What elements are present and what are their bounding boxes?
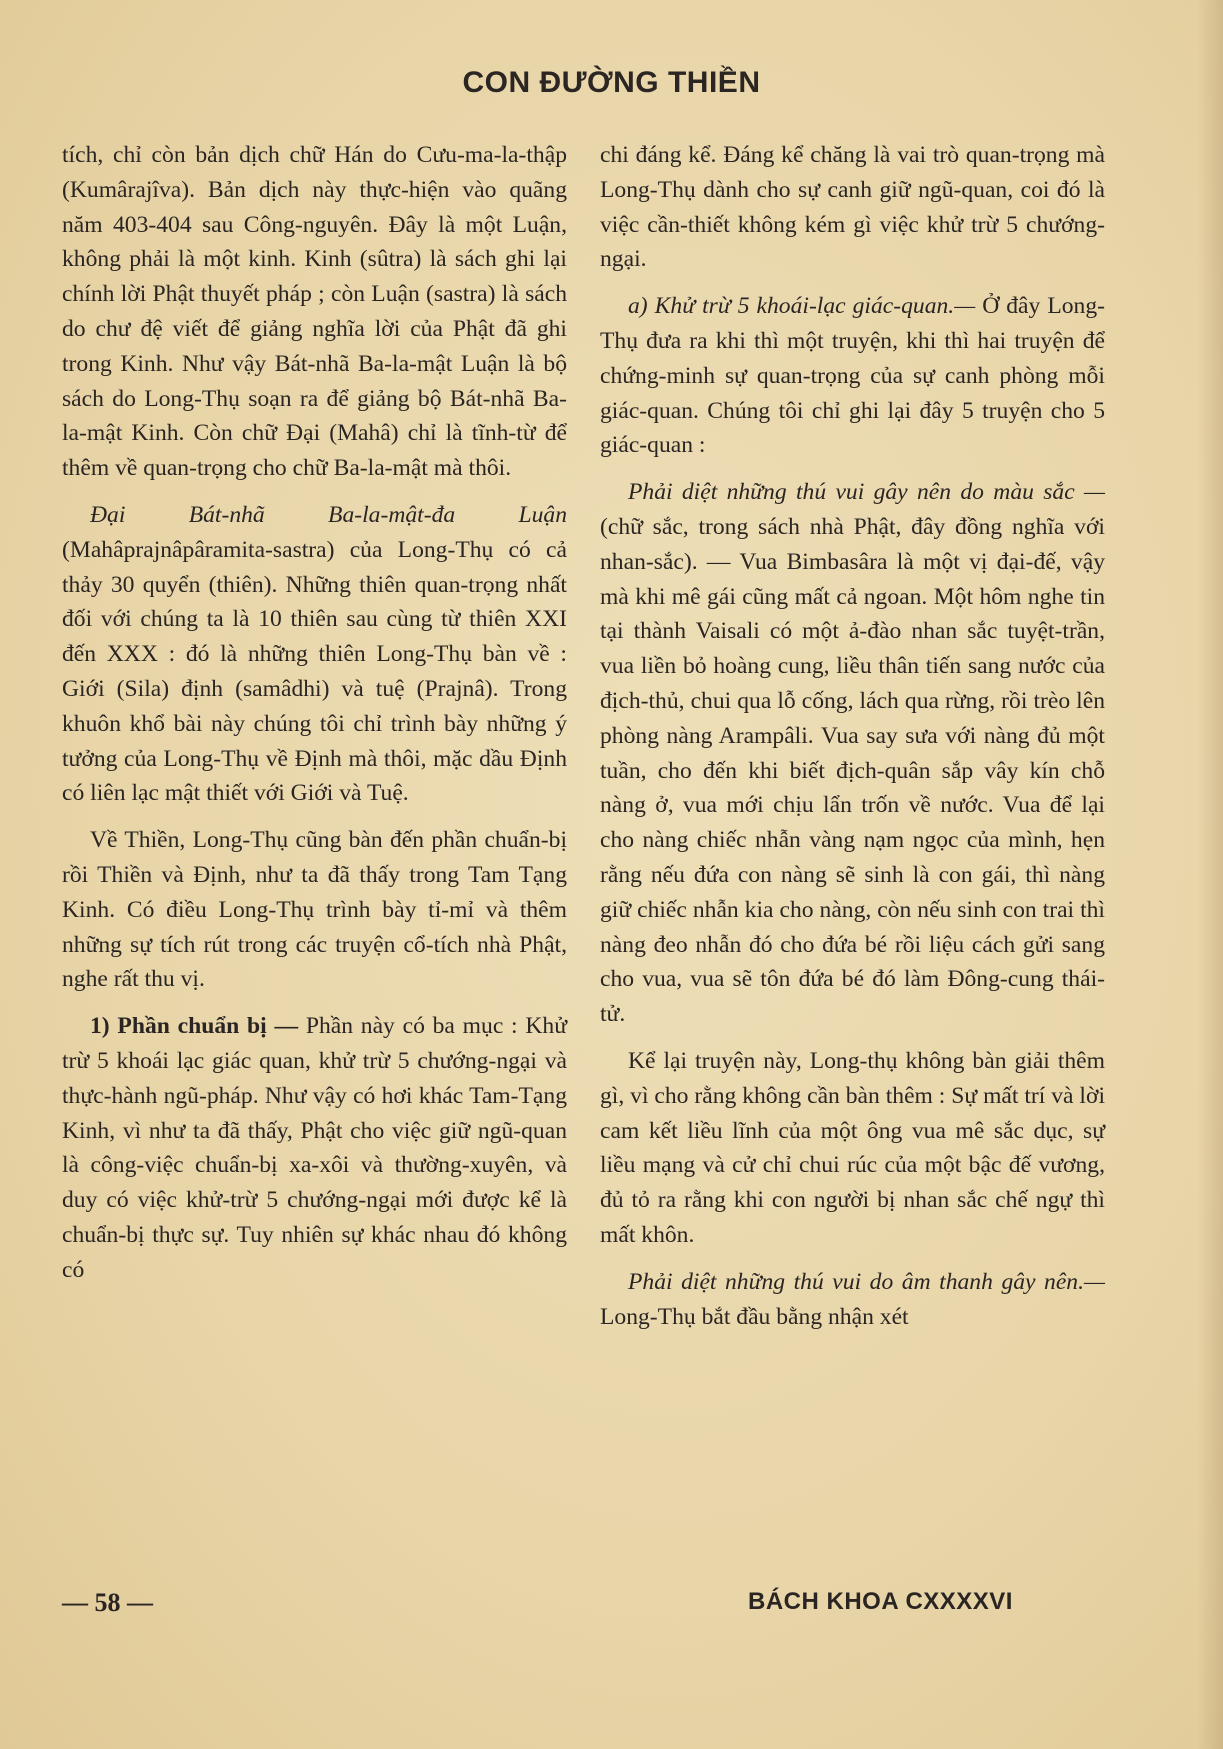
publication-name: BÁCH KHOA CXXXXVI bbox=[748, 1588, 1013, 1615]
paragraph: chi đáng kể. Đáng kể chăng là vai trò quan-trọng mà Long-Thụ dành cho sự canh giữ ngũ-quan, coi đó là việc cần-thiết không kém gì việc khử trừ 5 chướng-ngại. bbox=[600, 142, 1105, 273]
subsection-heading: Phải diệt những thú vui do âm thanh gây nên.— bbox=[628, 1268, 1105, 1295]
paragraph: tích, chỉ còn bản dịch chữ Hán do Cưu-ma-la-thập (Kumârajîva). Bản dịch này thực-hiện vào quãng năm 403-404 sau Công-nguyên. Đây là một Luận, không phải là một kinh. Kinh (sûtra) là sách ghi lại chính lời Phật thuyết pháp ; còn Luận (sastra) là sách do chư đệ viết để giảng nghĩa lời của Phật đã ghi trong Kinh. Như vậy Bát-nhã Ba-la-mật Luận là bộ sách do Long-Thụ soạn ra để giảng bộ Bát-nhã Ba-la-mật Kinh. Còn chữ Đại (Mahâ) chỉ là tĩnh-từ để thêm về quan-trọng cho chữ Ba-la-mật mà thôi. bbox=[62, 142, 567, 482]
page-edge-shadow bbox=[1197, 0, 1223, 1749]
right-column bbox=[600, 138, 1105, 1346]
paragraph bbox=[600, 475, 1105, 1032]
paragraph bbox=[62, 498, 567, 811]
paragraph-text: (Mahâprajnâpâramita-sastra) của Long-Thụ có cả thảy 30 quyển (thiên). Những thiên quan-trọng nhất đối với chúng ta là 10 thiên sau cùng từ thiên XXI đến XXX : đó là những thiên Long-Thụ bàn về : Giới (Sila) định (samâdhi) và tuệ (Prajnâ). Trong khuôn khổ bài này chúng tôi chỉ trình bày những ý tưởng của Long-Thụ về Định mà thôi, mặc dầu Định có liên lạc mật thiết với Giới và Tuệ. bbox=[62, 536, 567, 807]
paragraph bbox=[62, 1009, 567, 1287]
paragraph bbox=[600, 289, 1105, 463]
paragraph-text: (chữ sắc, trong sách nhà Phật, đây đồng nghĩa với nhan-sắc). — Vua Bimbasâra là một vị đại-đế, vậy mà khi mê gái cũng mất cả ngoan. Một hôm nghe tin tại thành Vaisali có một ả-đào nhan sắc tuyệt-trần, vua liền bỏ hoàng cung, liều thân tiến sang nước của địch-thủ, chui qua lỗ cống, lách qua rừng, rồi trèo lên phòng nàng Arampâli. Vua say sưa với nàng đủ một tuần, cho đến khi biết địch-quân sắp vây kín chỗ nàng ở, vua mới chịu lẩn trốn về nước. Vua để lại cho nàng chiếc nhẫn vàng nạm ngọc của mình, hẹn rằng nếu đứa con nàng sẽ sinh là con gái, thì nàng giữ chiếc nhẫn kia cho nàng, còn nếu sinh con trai thì nàng đeo nhẫn đó cho đứa bé rồi liệu cách gửi sang cho vua, vua sẽ tôn đứa bé đó làm Đông-cung thái-tử. bbox=[600, 513, 1105, 1028]
page-number: — 58 — bbox=[62, 1588, 153, 1617]
paragraph: Kể lại truyện này, Long-thụ không bàn giải thêm gì, vì cho rằng không cần bàn thêm : Sự mất trí và lời cam kết liều lĩnh của một ông vua mê sắc dục, sự liều mạng và cử chỉ chui rúc của một bậc đế vương, đủ tỏ ra rằng khi con người bị nhan sắc chế ngự thì mất khôn. bbox=[600, 1047, 1105, 1248]
paragraph-text: Ở đây Long-Thụ đưa ra khi thì một truyện, khi thì hai truyện để chứng-minh sự quan-trọng của sự canh phòng mỗi giác-quan. Chúng tôi chỉ ghi lại đây 5 truyện cho 5 giác-quan : bbox=[600, 293, 1105, 459]
subsection-heading: Phải diệt những thú vui gây nên do màu sắc — bbox=[628, 479, 1105, 506]
paragraph-text: Long-Thụ bắt đầu bằng nhận xét bbox=[600, 1303, 909, 1330]
section-heading: 1) Phần chuẩn bị — bbox=[90, 1013, 299, 1040]
paragraph bbox=[600, 1265, 1105, 1335]
page-title: CON ĐƯỜNG THIỀN bbox=[462, 66, 761, 99]
book-title: Đại Bát-nhã Ba-la-mật-đa Luận bbox=[90, 501, 567, 528]
paragraph: Về Thiền, Long-Thụ cũng bàn đến phần chuẩn-bị rồi Thiền và Định, như ta đã thấy trong Tam Tạng Kinh. Có điều Long-Thụ trình bày tỉ-mỉ và thêm những sự tích rút trong các truyện cổ-tích nhà Phật, nghe rất thu vị. bbox=[62, 827, 567, 993]
paragraph-text: Phần này có ba mục : Khử trừ 5 khoái lạc giác quan, khử trừ 5 chướng-ngại và thực-hành ngũ-pháp. Như vậy có hơi khác Tam-Tạng Kinh, vì như ta đã thấy, Phật cho việc giữ ngũ-quan là công-việc chuẩn-bị xa-xôi và thường-xuyên, và duy có việc khử-trừ 5 chướng-ngại mới được kể là chuẩn-bị thực sự. Tuy nhiên sự khác nhau đó không có bbox=[62, 1013, 567, 1283]
left-column bbox=[62, 138, 567, 1300]
subsection-heading: a) Khử trừ 5 khoái-lạc giác-quan.— bbox=[628, 293, 976, 320]
